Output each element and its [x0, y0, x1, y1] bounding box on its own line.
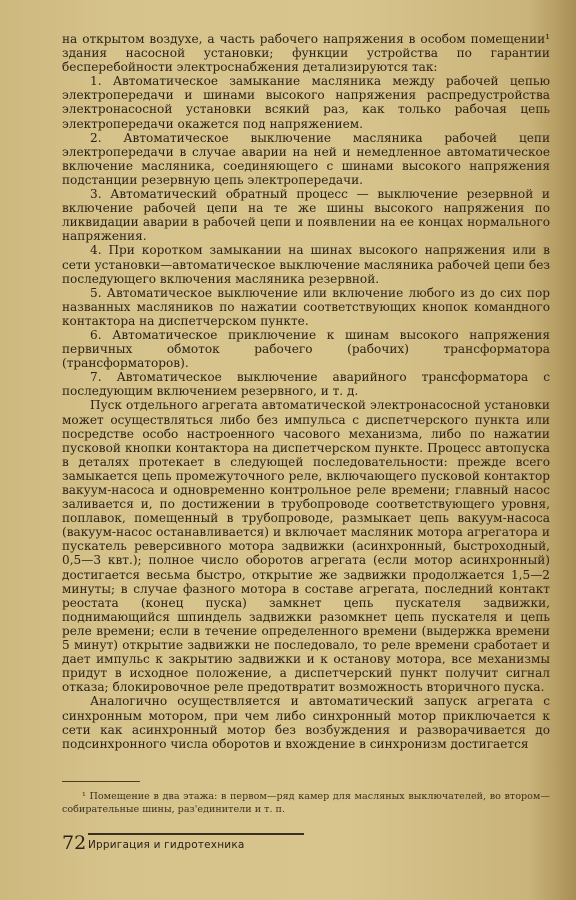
paragraph-synchronous-start: Аналогично осуществляется и автоматический запуск агрегата с синхронным мотором, при чем либо синхронный мотор приключается к сети как асинхронный мотор без возбуждения и разворачивается до подсинхронного числа оборотов и вхождение в синхронизм достигается [62, 694, 550, 751]
footer-rule [88, 833, 304, 835]
footnote: ¹ Помещение в два этажа: в первом—ряд камер для масляных выключателей, во втором—собирательные шины, раз'единители и т. п. [62, 791, 550, 815]
paragraph-item-3: 3. Автоматический обратный процесс — выключение резервной и включение рабочей цепи на те же шины высокого напряжения по ликвидации аварии в рабочей цепи и появлении на ее концах нормального напряжения. [62, 187, 550, 244]
page-footer [62, 832, 362, 854]
paragraph-item-7: 7. Автоматическое выключение аварийного трансформатора с последующим включением резервного, и т. д. [62, 370, 550, 399]
footnote-divider [62, 781, 140, 782]
body-text [62, 32, 550, 751]
paragraph-item-1: 1. Автоматическое замыкание масляника между рабочей цепью электропередачи и шинами высокого напряжения распредустройства электронасосной установки всякий раз, как только рабочая цепь электропередачи окажется под напряжением. [62, 74, 550, 131]
paragraph-item-5: 5. Автоматическое выключение или включение любого из до сих пор названных масляников по нажатии соответствующих кнопок командного контактора на диспетчерском пункте. [62, 285, 550, 328]
running-title: Ирригация и гидротехника [88, 839, 245, 851]
page-number: 72 [62, 832, 87, 854]
paragraph-startup-process: Пуск отдельного агрегата автоматической электронасосной установки может осуществляться либо без импульса с диспетчерского пункта или посредстве особо настроенного часового механизма, либо по нажатии пусковой кнопки контактора на диспетчерском пункте. Процесс автопуска в деталях протекает в следующей последовательности: прежде всего замыкается цепь промежуточного реле, включающего пусковой контактор вакуум-насоса и одновременно контрольное реле времени; главный насос заливается и, по достижении в трубопроводе соответствующего уровня, поплавок, помещенный в трубопроводе, размыкает цепь вакуум-насоса (вакуум-насос останавливается) и включает масляник мотора агрегатора и пускатель реверсивного мотора задвижки (асинхронный, быстроходный, 0,5—3 квт.); полное число оборотов агрегата (если мотор асинхронный) достигается весьма быстро, открытие же задвижки продолжается 1,5—2 минуты; в случае фазного мотора в составе агрегата, последний контакт реостата (конец пуска) замкнет цепь пускателя задвижки, поднимающийся шпиндель задвижки разомкнет цепь пускателя и цепь реле времени; если в течение определенного времени (выдержка времени 5 минут) открытие задвижки не последовало, то реле времени сработает и дает импульс к закрытию задвижки и к останову мотора, все механизмы придут в исходное положение, а диспетчерский пункт получит сигнал отказа; блокировочное реле предотвратит возможность вторичного пуска. [62, 398, 550, 695]
paragraph-item-2: 2. Автоматическое выключение масляника рабочей цепи электропередачи в случае аварии на ней и немедленное автоматическое включение масляника, соединяющего с шинами высокого напряжения подстанции резервную цепь электропередачи. [62, 130, 550, 187]
paragraph-intro: на открытом воздухе, а часть рабочего напряжения в особом помещении¹ здания насосной установки; функции устройства по гарантии бесперебойности электроснабжения детализируются так: [62, 32, 550, 75]
paragraph-item-4: 4. При коротком замыкании на шинах высокого напряжения или в сети установки—автоматическое выключение масляника рабочей цепи без последующего включения масляника резервной. [62, 243, 550, 286]
paragraph-item-6: 6. Автоматическое приключение к шинам высокого напряжения первичных обмоток рабочего (рабочих) трансформатора (трансформаторов). [62, 327, 550, 371]
